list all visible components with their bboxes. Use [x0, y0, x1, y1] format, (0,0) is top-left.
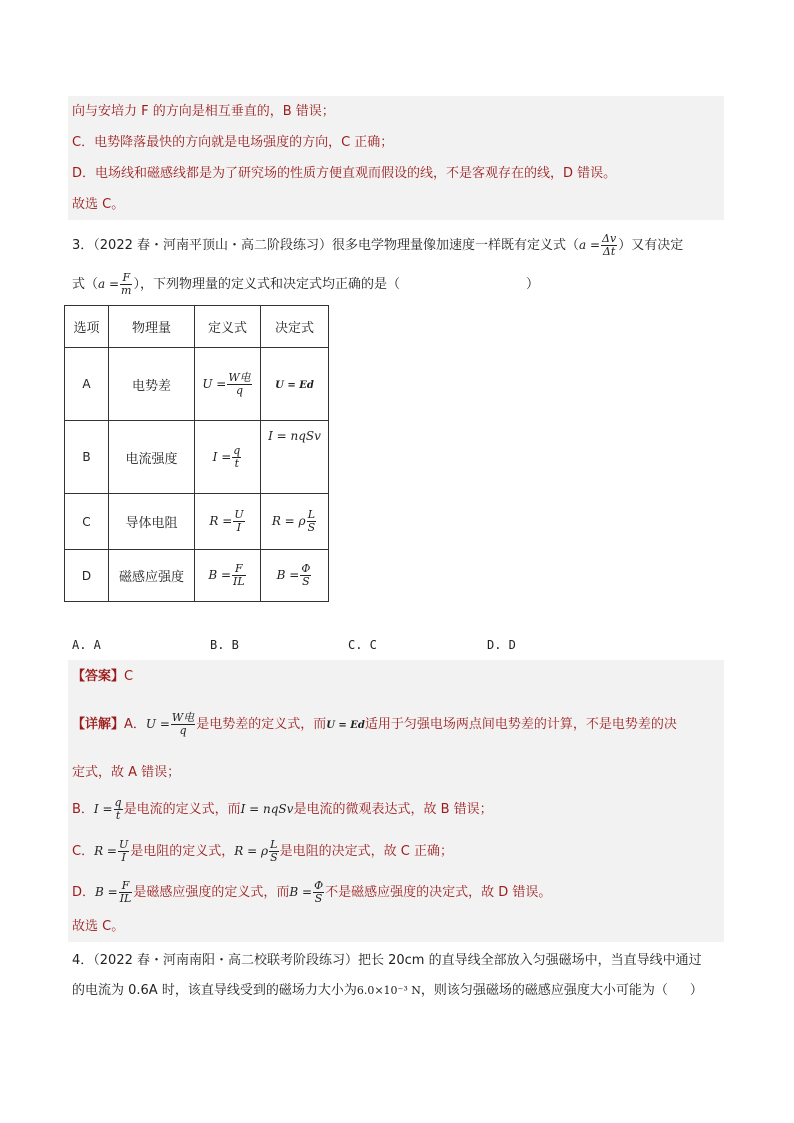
row-b-def-den: t: [234, 456, 240, 470]
detail-line-d: [72, 880, 551, 905]
q3-stem-line-2: [72, 272, 539, 297]
row-a-det: U = Ed: [275, 379, 314, 391]
table-cell-definition: [195, 421, 261, 494]
row-d-def-den: IL: [233, 575, 245, 588]
table-header-cell: 决定式: [261, 306, 329, 348]
table-cell-quantity: 磁感应强度: [109, 550, 195, 602]
detail-b-lhs: I =: [93, 802, 113, 816]
row-c-def-num: U: [234, 508, 244, 521]
q3-def-lhs: a =: [579, 238, 601, 252]
row-a-def-den: q: [235, 383, 243, 397]
detail-d-post: 不是磁感应强度的决定式，故 D 错误。: [325, 885, 552, 900]
q4-force-value: 6.0×10⁻³ N: [356, 984, 421, 997]
q3-def-den: Δt: [602, 245, 616, 258]
detail-c-mid: 是电阻的定义式，: [130, 844, 235, 859]
q4-stem-line-2: [72, 982, 703, 1000]
detail-d-den2: S: [314, 892, 323, 905]
prev-explanation-line-4: 故选 C。: [72, 197, 125, 212]
prev-explanation-line-1: 向与安培力 F 的方向是相互垂直的，B 错误；: [72, 104, 335, 119]
detail-c-num2: L: [270, 838, 278, 851]
table-row: [65, 494, 329, 550]
q3-det-lhs: a =: [98, 277, 120, 291]
detail-b-num: q: [114, 796, 122, 809]
q3-det-num: F: [120, 272, 132, 285]
table-row: [65, 421, 329, 494]
q3-det-formula: [98, 271, 133, 297]
detail-c-post: 是电阻的决定式，故 C 正确；: [279, 844, 453, 859]
detail-a-lhs: U =: [145, 717, 170, 731]
table-cell-definition: [195, 494, 261, 550]
row-d-det-den: S: [302, 575, 310, 588]
table-cell-quantity: 电流强度: [109, 421, 195, 494]
detail-a-mid: 是电势差的定义式，而: [196, 717, 327, 732]
answer-line: [72, 668, 133, 686]
q3-stem-text-c: 式（: [72, 277, 99, 292]
detail-b-pre: B．: [72, 802, 94, 817]
q4-text-a: 的电流为 0.6A 时，该直导线受到的磁场力大小为: [72, 983, 357, 998]
detail-a-ued: U = Ed: [326, 720, 365, 731]
q3-stem-text-d: ），下列物理量的定义式和决定式均正确的是（: [133, 277, 400, 292]
row-b-det: I = nqSv: [268, 429, 321, 443]
row-c-det-lhs: R = ρ: [271, 514, 306, 528]
table-row: [65, 550, 329, 602]
q3-def-formula: [579, 232, 618, 258]
table-cell-determination: [261, 550, 329, 602]
detail-b-post: 是电流的微观表达式，故 B 错误；: [293, 802, 493, 817]
detail-line-a: [72, 712, 677, 737]
detail-c-lhs: R =: [94, 844, 117, 858]
table-cell-quantity: 导体电阻: [109, 494, 195, 550]
choice-c[interactable]: C. C: [348, 638, 377, 652]
table-header-cell: 定义式: [195, 306, 261, 348]
detail-line-b: [72, 797, 493, 822]
detail-a-post: 适用于匀强电场两点间电势差的计算，不是电势差的决: [364, 717, 677, 732]
prev-explanation-line-2: C．电势降落最快的方向就是电场强度的方向，C 正确；: [72, 135, 394, 150]
detail-c-den: I: [121, 851, 126, 864]
q4-stem-line-1: 4．（2022 春・河南南阳・高二校联考阶段练习）把长 20cm 的直导线全部放入匀强磁场中，当直导线中通过: [72, 953, 702, 968]
table-cell-quantity: 电势差: [109, 348, 195, 421]
q3-det-den: m: [121, 284, 132, 297]
row-b-def-lhs: I =: [212, 449, 232, 464]
detail-a-den: q: [179, 724, 187, 737]
table-cell-determination: [261, 421, 329, 494]
table-cell-determination: [261, 494, 329, 550]
choice-b[interactable]: B. B: [210, 638, 239, 652]
table-cell-definition: [195, 550, 261, 602]
row-c-def-lhs: R =: [209, 514, 233, 528]
detail-d-num2: Φ: [314, 879, 324, 892]
q4-text-c: ）: [689, 983, 703, 998]
table-cell-option: A: [65, 348, 109, 421]
row-c-det-den: S: [307, 521, 316, 534]
detail-tag: 【详解】: [72, 717, 125, 732]
detail-c-num: U: [118, 838, 129, 851]
detail-b-den: t: [115, 809, 121, 822]
detail-b-eq: I = nqSv: [240, 802, 294, 816]
row-d-def-lhs: B =: [208, 568, 232, 582]
q3-options-table: [64, 305, 329, 602]
prev-explanation-line-3: D．电场线和磁感线都是为了研究场的性质方便直观而假设的线，不是客观存在的线，D 错误。: [72, 166, 617, 181]
row-c-def-den: I: [236, 521, 242, 534]
detail-d-den: IL: [119, 892, 132, 905]
choice-d[interactable]: D. D: [487, 638, 516, 652]
detail-a-pre: A．: [124, 717, 146, 732]
row-c-det-num: L: [307, 508, 316, 521]
detail-line-a2: 定式，故 A 错误；: [72, 765, 181, 780]
detail-c-pre: C．: [72, 844, 95, 859]
q3-stem-line-1: [72, 233, 683, 258]
detail-d-pre: D．: [72, 885, 96, 900]
table-cell-option: B: [65, 421, 109, 494]
q3-def-num: Δv: [602, 232, 617, 245]
detail-c-lhs2: R = ρ: [234, 844, 269, 858]
detail-d-lhs: B =: [95, 885, 118, 899]
detail-final: 故选 C。: [72, 919, 125, 934]
table-header-cell: 选项: [65, 306, 109, 348]
detail-line-c: [72, 839, 453, 864]
row-b-def-num: q: [233, 443, 241, 457]
table-cell-option: D: [65, 550, 109, 602]
table-cell-determination: [261, 348, 329, 421]
detail-d-num: F: [119, 880, 133, 893]
choice-a[interactable]: A. A: [72, 638, 101, 652]
row-d-det-lhs: B =: [276, 568, 300, 582]
detail-c-den2: S: [270, 851, 278, 864]
table-cell-option: C: [65, 494, 109, 550]
detail-d-mid: 是磁感应强度的定义式，而: [133, 885, 290, 900]
q3-stem-text-a: 3．（2022 春・河南平顶山・高二阶段练习）很多电学物理量像加速度一样既有定义式（: [72, 238, 579, 253]
q3-stem-text-b: ）又有决定: [618, 238, 684, 253]
row-a-def-lhs: U =: [202, 376, 227, 391]
table-header-cell: 物理量: [109, 306, 195, 348]
table-cell-definition: [195, 348, 261, 421]
q4-text-b: ，则该匀强磁场的磁感应强度大小可能为（: [420, 983, 668, 998]
q3-stem-text-e: ）: [526, 277, 540, 292]
table-header-row: [65, 306, 329, 348]
table-row: [65, 348, 329, 421]
detail-b-mid: 是电流的定义式，而: [123, 802, 241, 817]
row-d-det-num: Φ: [301, 562, 311, 575]
row-a-def-num: W电: [228, 370, 251, 384]
answer-tag: 【答案】: [72, 669, 125, 684]
answer-value: C: [124, 669, 134, 684]
detail-d-lhs2: B =: [289, 885, 313, 899]
detail-a-num: W电: [171, 711, 195, 724]
row-d-def-num: F: [232, 563, 246, 576]
